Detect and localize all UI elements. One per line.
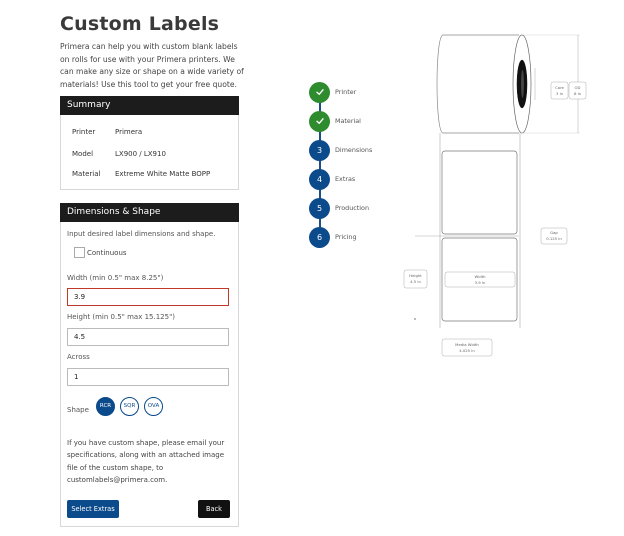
step-label-printer: Printer — [335, 88, 357, 96]
across-input[interactable]: 1 — [67, 368, 229, 386]
label-roll-diagram — [395, 28, 595, 363]
step-label-dimensions: Dimensions — [335, 146, 373, 154]
summary-key: Model — [72, 150, 94, 158]
step-printer-indicator — [309, 82, 330, 103]
roll-core-inner — [521, 70, 524, 98]
width-dim-label: Width — [474, 274, 486, 279]
summary-key: Printer — [72, 128, 96, 136]
shape-button-ova[interactable]: OVA — [144, 397, 163, 416]
summary-heading: Summary — [60, 96, 239, 115]
custom-shape-note: If you have custom shape, please email your specifications, along with an attached image file of the custom shape, to customlabels@primera.com. — [67, 439, 225, 485]
od-label: OD — [574, 85, 581, 90]
height-dim-label: Height — [409, 273, 422, 278]
intro-text: Primera can help you with custom blank labels on rolls for use with your Primera printers. We can make any size or shape on a wide variety of materials! Use this tool to get your free quote. — [60, 42, 244, 89]
width-input[interactable]: 3.9 — [67, 288, 229, 306]
shape-label: Shape — [67, 406, 89, 414]
select-extras-button[interactable]: Select Extras — [67, 500, 119, 518]
width-dim-value: 3.9 in — [474, 280, 486, 285]
width-label: Width (min 0.5" max 8.25") — [67, 274, 164, 282]
step-dimensions-indicator: 3 — [309, 140, 330, 161]
summary-value: LX900 / LX910 — [115, 150, 166, 158]
summary-value: Extreme White Matte BOPP — [115, 170, 211, 178]
height-dim-value: 4.5 in — [410, 279, 421, 284]
dimensions-panel — [60, 203, 239, 527]
summary-key: Material — [72, 170, 101, 178]
page-title: Custom Labels — [60, 13, 220, 35]
continuous-checkbox[interactable] — [74, 247, 85, 258]
across-label: Across — [67, 353, 90, 361]
step-production-indicator: 5 — [309, 198, 330, 219]
step-extras-indicator: 4 — [309, 169, 330, 190]
height-label: Height (min 0.5" max 15.125") — [67, 313, 176, 321]
dimensions-heading: Dimensions & Shape — [60, 203, 239, 222]
step-label-material: Material — [335, 117, 361, 125]
shape-button-sqr[interactable]: SQR — [120, 397, 139, 416]
label-shape-1 — [442, 151, 517, 234]
step-pricing-indicator: 6 — [309, 227, 330, 248]
step-material-indicator — [309, 111, 330, 132]
summary-value: Primera — [115, 128, 143, 136]
media-width-value: 4.025 in — [459, 348, 475, 353]
shape-button-rcr[interactable]: RCR — [96, 397, 115, 416]
back-button[interactable]: Back — [198, 500, 230, 518]
dimensions-note: Input desired label dimensions and shape. — [67, 230, 216, 238]
gap-label: Gap — [550, 230, 558, 235]
height-input[interactable]: 4.5 — [67, 328, 229, 346]
core-label: Core — [555, 85, 564, 90]
od-value: 6 in — [573, 91, 582, 96]
roll-outline — [437, 35, 519, 133]
continuous-label: Continuous — [87, 249, 127, 257]
step-label-pricing: Pricing — [335, 233, 357, 241]
step-label-production: Production — [335, 204, 369, 212]
media-width-label: Media Width — [455, 342, 479, 347]
check-icon — [315, 87, 325, 97]
summary-panel — [60, 96, 239, 190]
core-value: 3 in — [555, 91, 564, 96]
check-icon — [315, 116, 325, 126]
gap-value: 0.125 in — [546, 236, 562, 241]
step-label-extras: Extras — [335, 175, 356, 183]
